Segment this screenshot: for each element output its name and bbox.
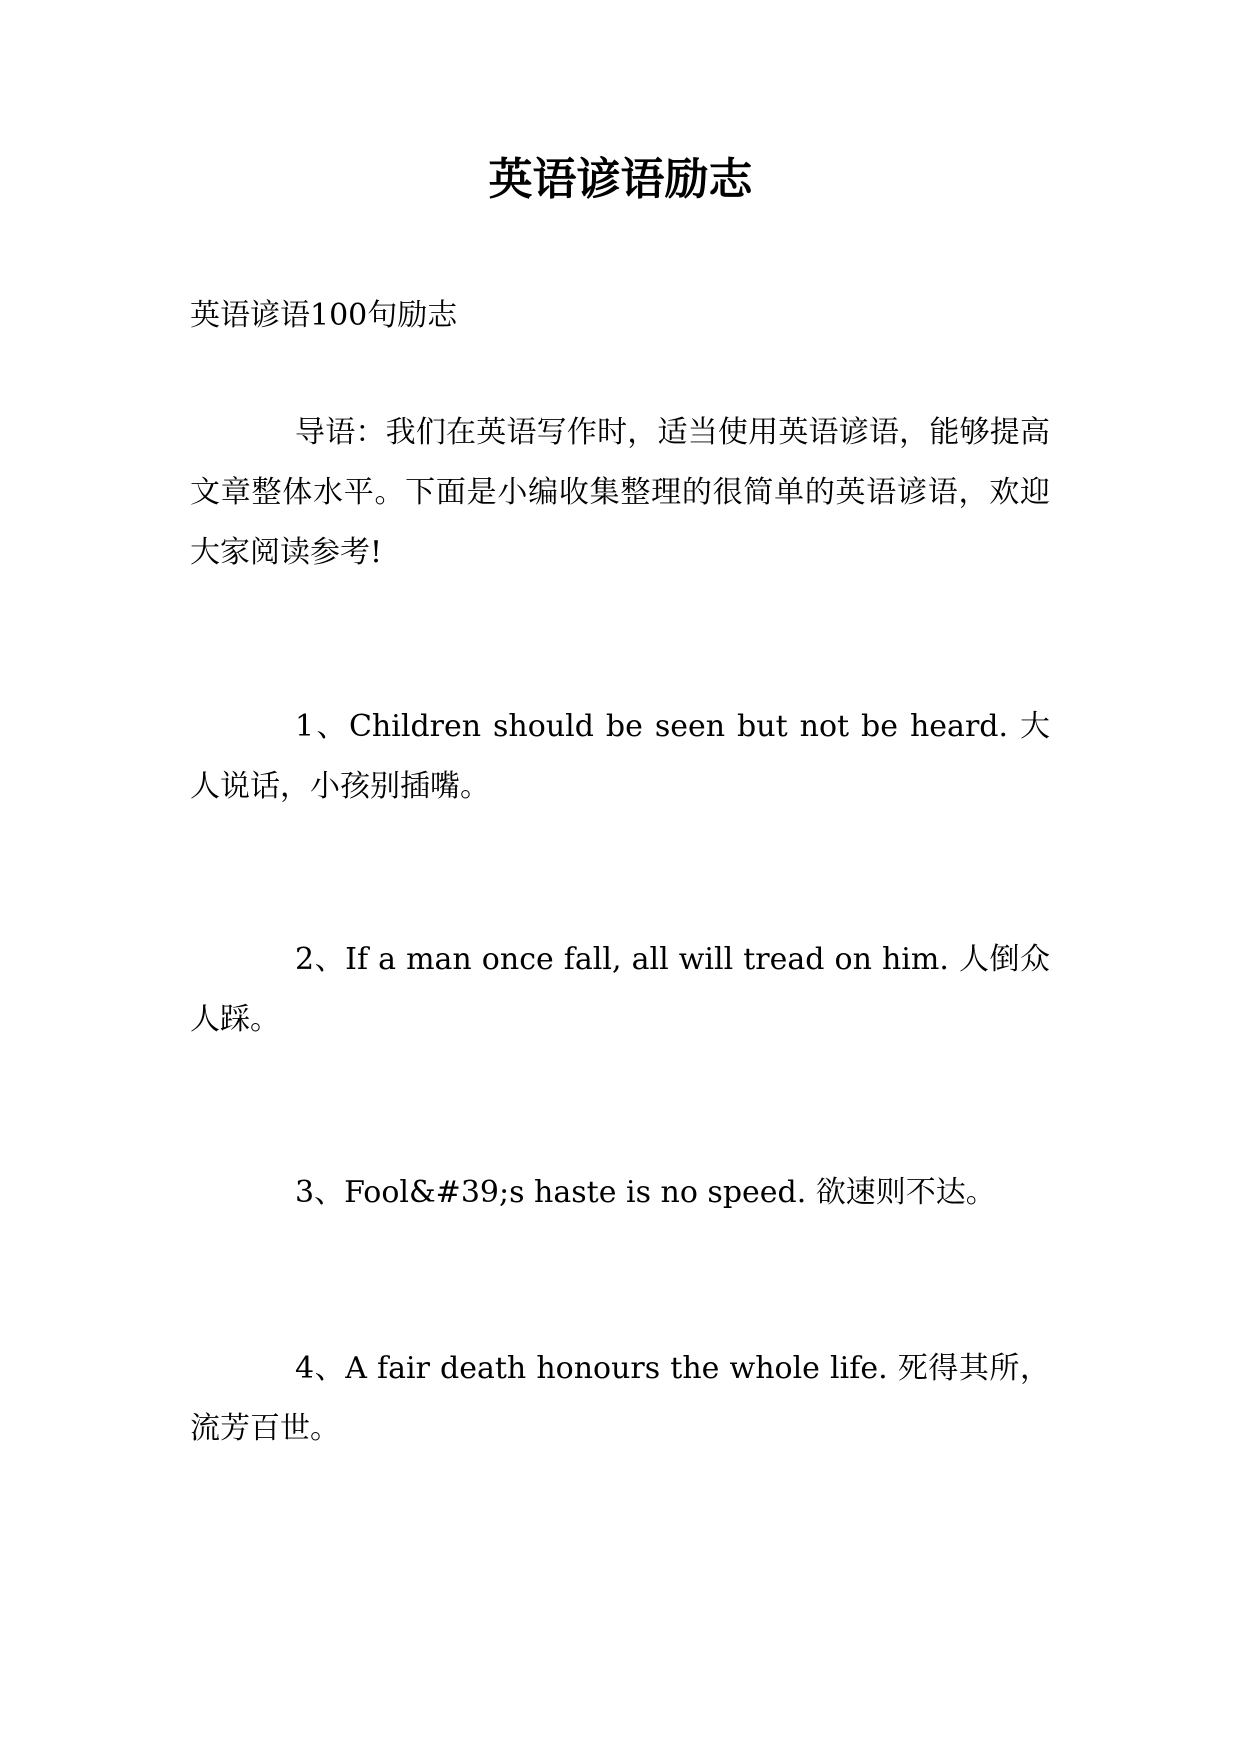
proverb-item: 1、Children should be seen but not be heard. 大人说话，小孩别插嘴。 (190, 709, 1050, 804)
proverb-item: 2、If a man once fall, all will tread on him. 人倒众人踩。 (190, 942, 1050, 1037)
proverb-item: 3、Fool&#39;s haste is no speed. 欲速则不达。 (295, 1175, 996, 1210)
proverb-item: 4、A fair death honours the whole life. 死得其所，流芳百世。 (190, 1351, 1050, 1446)
intro-paragraph: 导语：我们在英语写作时，适当使用英语谚语，能够提高文章整体水平。下面是小编收集整理的很简单的英语谚语，欢迎大家阅读参考! (190, 415, 1050, 570)
document-subtitle: 英语谚语100句励志 (190, 298, 458, 333)
document-title: 英语谚语励志 (488, 154, 753, 205)
